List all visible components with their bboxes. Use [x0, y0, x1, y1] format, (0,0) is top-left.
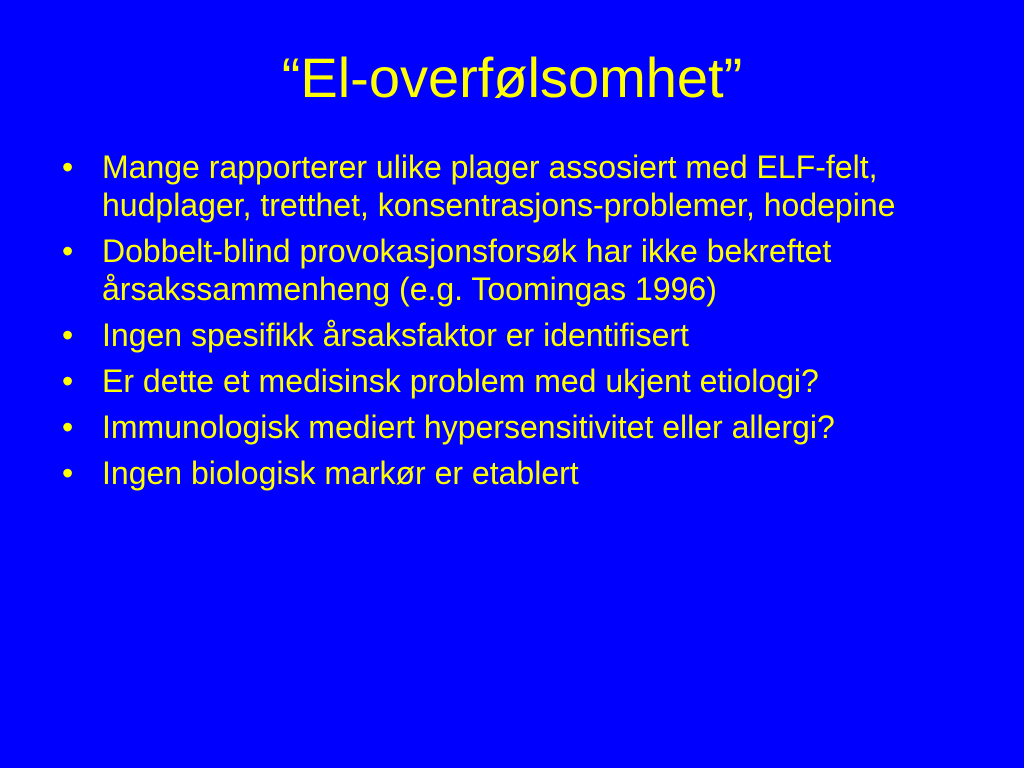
bullet-item — [62, 316, 962, 354]
bullet-item — [62, 454, 962, 492]
bullet-dot-icon: • — [62, 363, 74, 399]
slide-title: “El-overfølsomhet” — [281, 46, 743, 109]
bullet-item — [62, 148, 962, 224]
bullet-dot-icon: • — [62, 149, 74, 185]
bullet-dot-icon: • — [62, 409, 74, 445]
bullet-item — [62, 232, 962, 308]
bullet-text: Immunologisk mediert hypersensitivitet eller allergi? — [102, 409, 835, 445]
bullet-text: Mange rapporterer ulike plager assosiert med ELF-felt, hudplager, tretthet, konsentrasjons-problemer, hodepine — [102, 149, 896, 223]
bullet-text: Ingen spesifikk årsaksfaktor er identifisert — [102, 317, 689, 353]
bullet-text: Ingen biologisk markør er etablert — [102, 455, 579, 491]
bullet-item — [62, 408, 962, 446]
bullet-dot-icon: • — [62, 233, 74, 269]
bullet-text: Dobbelt-blind provokasjonsforsøk har ikke bekreftet årsakssammenheng (e.g. Toomingas 1996) — [102, 233, 832, 307]
bullet-text: Er dette et medisinsk problem med ukjent etiologi? — [102, 363, 819, 399]
bullet-dot-icon: • — [62, 317, 74, 353]
bullet-dot-icon: • — [62, 455, 74, 491]
bullet-list — [62, 148, 962, 500]
bullet-item — [62, 362, 962, 400]
